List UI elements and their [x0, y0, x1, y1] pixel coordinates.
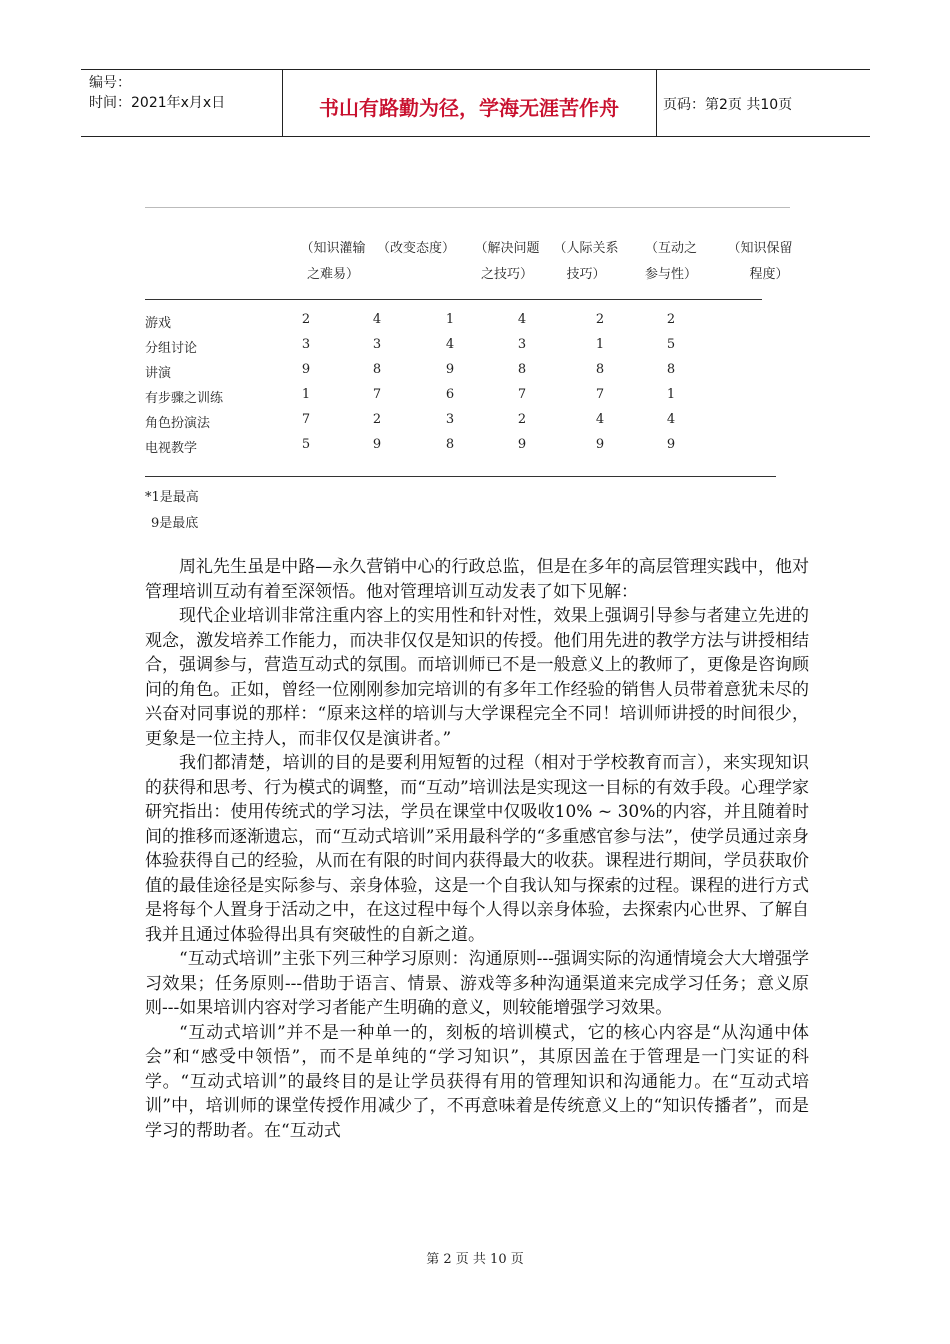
column-header-line: （知识保留	[727, 241, 793, 256]
table-cell: 7	[372, 387, 382, 402]
table-cell: 2	[372, 412, 382, 427]
table-cell: 8	[666, 362, 676, 377]
paragraph: 我们都清楚，培训的目的是要利用短暂的过程（相对于学校教育而言），来实现知识的获得和思考、行为模式的调整，而“互动”培训法是实现这一目标的有效手段。心理学家研究指出：使用传统式的学习法，学员在课堂中仅吸收10% ~ 30%的内容，并且随着时间的推移而逐渐遗忘，而“互动式培训”采用最科学的“多重感官参与法”，使学员通过亲身体验获得自己的经验，从而在有限的时间内获得最大的收获。课程进行期间，学员获取价值的最佳途径是实际参与、亲身体验，这是一个自我认知与探索的过程。课程的进行方式是将每个人置身于活动之中，在这过程中每个人得以亲身体验，去探索内心世界、了解自我并且通过体验得出具有突破性的自新之道。	[145, 753, 809, 945]
table-cell: 7	[301, 412, 311, 427]
table-cell: 1	[301, 387, 311, 402]
table-cell: 4	[445, 337, 455, 352]
document-time-label: 时间：2021年x月x日	[89, 95, 226, 111]
table-cell: 3	[372, 337, 382, 352]
table-cell: 4	[372, 312, 382, 327]
table-row-label: 电视教学	[145, 441, 198, 456]
table-cell: 9	[372, 437, 382, 452]
paragraph: 现代企业培训非常注重内容上的实用性和针对性，效果上强调引导参与者建立先进的观念，激发培养工作能力，而决非仅仅是知识的传授。他们用先进的教学方法与讲授相结合，强调参与，营造互动式的氛围。而培训师已不是一般意义上的教师了，更像是咨询顾问的角色。正如，曾经一位刚刚参加完培训的有多年工作经验的销售人员带着意犹未尽的兴奋对同事说的那样：“原来这样的培训与大学课程完全不同！培训师讲授的时间很少，更象是一位主持人，而非仅仅是演讲者。”	[145, 606, 809, 749]
header-page-cell	[657, 70, 870, 136]
table-cell: 3	[301, 337, 311, 352]
table-cell: 8	[372, 362, 382, 377]
table-bottom-rule	[145, 476, 776, 477]
table-cell: 4	[666, 412, 676, 427]
table-cell: 4	[595, 412, 605, 427]
header-page-info: 页码：第2页 共10页	[663, 97, 793, 113]
table-cell: 1	[595, 337, 605, 352]
column-header-line: （互动之	[644, 241, 697, 256]
header-meta-cell	[81, 70, 283, 136]
column-header-line: （知识灌输	[300, 241, 366, 256]
table-cell: 6	[445, 387, 455, 402]
column-header-line: （改变态度）	[376, 241, 455, 256]
table-cell: 8	[445, 437, 455, 452]
table-cell: 9	[595, 437, 605, 452]
table-cell: 5	[301, 437, 311, 452]
column-header-line: 之难易）	[306, 267, 359, 282]
column-header-line: 程度）	[749, 267, 789, 282]
table-row-label: 角色扮演法	[145, 416, 211, 431]
table-cell: 3	[517, 337, 527, 352]
column-header-line: （解决问题	[474, 241, 540, 256]
table-cell: 1	[666, 387, 676, 402]
table-cell: 2	[301, 312, 311, 327]
table-cell: 2	[595, 312, 605, 327]
table-cell: 1	[445, 312, 455, 327]
paragraph: “互动式培训”主张下列三种学习原则：沟通原则---强调实际的沟通情境会大大增强学习效果；任务原则---借助于语言、情景、游戏等多种沟通渠道来完成学习任务；意义原则---如果培训内容对学习者能产生明确的意义，则较能增强学习效果。	[145, 949, 809, 1018]
article-body	[145, 555, 809, 1143]
table-cell: 5	[666, 337, 676, 352]
header-motto-cell	[282, 70, 657, 136]
column-header	[471, 236, 543, 288]
table-row-label: 游戏	[145, 316, 172, 331]
column-header	[550, 236, 622, 288]
document-number-label: 编号：	[89, 75, 131, 91]
column-header	[295, 236, 371, 288]
table-cell: 7	[517, 387, 527, 402]
table-row-label: 有步骤之训练	[145, 391, 224, 406]
page-header	[81, 69, 870, 137]
table-cell: 7	[595, 387, 605, 402]
table-note-highest: *1是最高	[145, 490, 199, 505]
table-cell: 9	[445, 362, 455, 377]
table-cell: 2	[517, 412, 527, 427]
table-note-lowest: 9是最底	[151, 516, 199, 531]
header-motto: 书山有路勤为径，学海无涯苦作舟	[319, 96, 619, 120]
table-cell: 3	[445, 412, 455, 427]
table-row-label: 讲演	[145, 366, 172, 381]
column-header-line: 之技巧）	[480, 267, 533, 282]
column-header-line: 参与性）	[644, 267, 697, 282]
table-cell: 2	[666, 312, 676, 327]
column-header-line: （人际关系	[553, 241, 619, 256]
table-cell: 9	[301, 362, 311, 377]
paragraph: “互动式培训”并不是一种单一的，刻板的培训模式，它的核心内容是“从沟通中体会”和“感受中领悟”，而不是单纯的“学习知识”，其原因盖在于管理是一门实证的科学。“互动式培训”的最终目的是让学员获得有用的管理知识和沟通能力。在“互动式培训”中，培训师的课堂传授作用减少了，不再意味着是传统意义上的“知识传播者”，而是学习的帮助者。在“互动式	[145, 1022, 809, 1141]
page-footer: 第 2 页 共 10 页	[426, 1252, 524, 1267]
column-header	[722, 236, 798, 288]
table-cell: 4	[517, 312, 527, 327]
column-header	[640, 236, 702, 288]
table-top-rule	[145, 207, 790, 208]
table-row-label: 分组讨论	[145, 341, 198, 356]
column-header-line: 技巧）	[566, 267, 606, 282]
table-header-rule	[145, 299, 762, 300]
table-cell: 8	[595, 362, 605, 377]
table-cell: 9	[666, 437, 676, 452]
paragraph: 周礼先生虽是中路—永久营销中心的行政总监，但是在多年的高层管理实践中，他对管理培训互动有着至深领悟。他对管理培训互动发表了如下见解：	[145, 557, 809, 602]
table-cell: 8	[517, 362, 527, 377]
column-header	[373, 236, 459, 262]
table-cell: 9	[517, 437, 527, 452]
